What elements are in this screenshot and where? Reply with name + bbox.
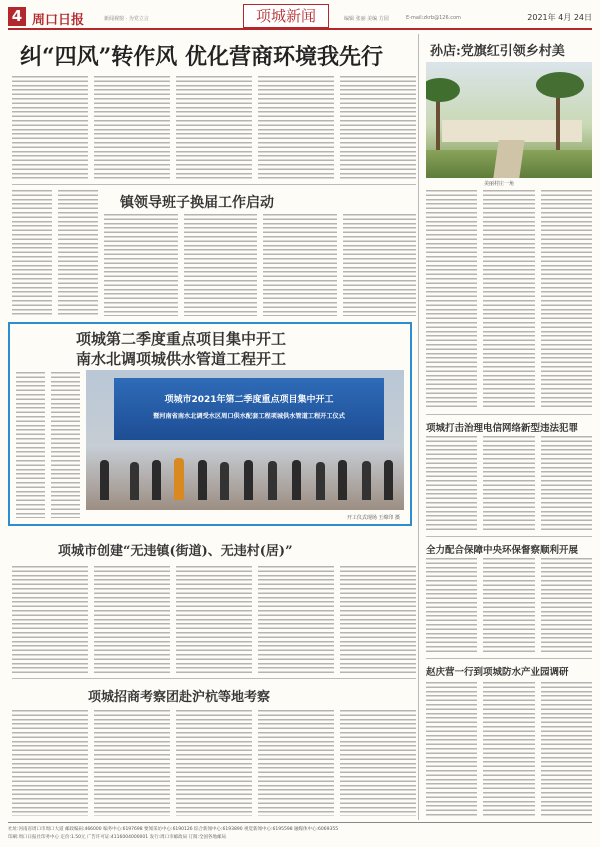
lead-article-body [12, 76, 416, 180]
campaign-headline: 项城市创建“无违镇(街道)、无违村(居)” [58, 544, 293, 559]
town-article-left-body [12, 190, 98, 316]
footer-line-1: 社址:河南省周口市周口大道 邮政编码:466000 编务中心:6197698 要闻采访中心:6190126 综合新闻中心:6193890 视觉新闻中心:6195598 融媒体中心:6069355 [8, 827, 339, 832]
page-number: 4 [8, 7, 26, 26]
masthead [8, 6, 592, 30]
env-article-body [426, 558, 592, 654]
campaign-article-body [12, 566, 416, 674]
right-photo-caption: 美丽村庄一角 [484, 181, 515, 187]
attendees [100, 454, 400, 504]
divider [12, 678, 416, 679]
divider [426, 414, 592, 415]
town-headline: 镇领导班子换届工作启动 [120, 195, 274, 211]
paper-name: 周口日报 [32, 13, 85, 28]
divider [426, 658, 592, 659]
section-title: 项城新闻 [243, 4, 329, 28]
header-note-2: 编辑 张丽 美编 方园 [344, 16, 389, 22]
right-top-headline: 孙店:党旗红引领乡村美 [430, 44, 565, 59]
footer-line-2: 印刷:周口日报社印务中心 定价:1.50元 广告许可证:4116004000001 发行:周口市邮政局 订阅:全国各地邮局 [8, 835, 227, 840]
village-photo [426, 62, 592, 178]
ceremony-box [8, 322, 412, 526]
flood-headline: 赵庆营一行到项城防水产业园调研 [426, 667, 569, 678]
lead-headline: 纠“四风”转作风 优化营商环境我先行 [20, 44, 383, 70]
header-note-1: 新闻视窗 · 为党立言 [104, 16, 149, 22]
flood-article-body [426, 682, 592, 816]
investment-article-body [12, 710, 416, 816]
stage-banner [114, 378, 384, 440]
town-article-body [104, 214, 416, 316]
divider [12, 184, 416, 185]
banner-line-2: 暨河南省南水北调受水区周口供水配套工程项城供水管道工程开工仪式 [153, 413, 345, 420]
ceremony-headline-1: 项城第二季度重点项目集中开工 [76, 330, 287, 348]
env-headline: 全力配合保障中央环保督察顺利开展 [426, 545, 579, 556]
banner-line-1: 项城市2021年第二季度重点项目集中开工 [164, 395, 334, 405]
ceremony-headline-2: 南水北调项城供水管道工程开工 [76, 350, 287, 368]
telecom-headline: 项城打击治理电信网络新型违法犯罪 [426, 423, 579, 434]
investment-headline: 项城招商考察团赴沪杭等地考察 [88, 690, 271, 705]
header-note-3: E-mail:zkrb@126.com [406, 15, 461, 21]
ceremony-article-body [16, 372, 80, 518]
column-divider [418, 34, 419, 820]
issue-date: 2021年 4月 24日 [527, 13, 592, 22]
telecom-article-body [426, 436, 592, 532]
divider [426, 536, 592, 537]
footer [8, 822, 592, 840]
ceremony-photo [86, 370, 404, 510]
photo-caption: 开工仪式现场 王绵印 摄 [346, 515, 400, 521]
right-top-body [426, 190, 592, 410]
